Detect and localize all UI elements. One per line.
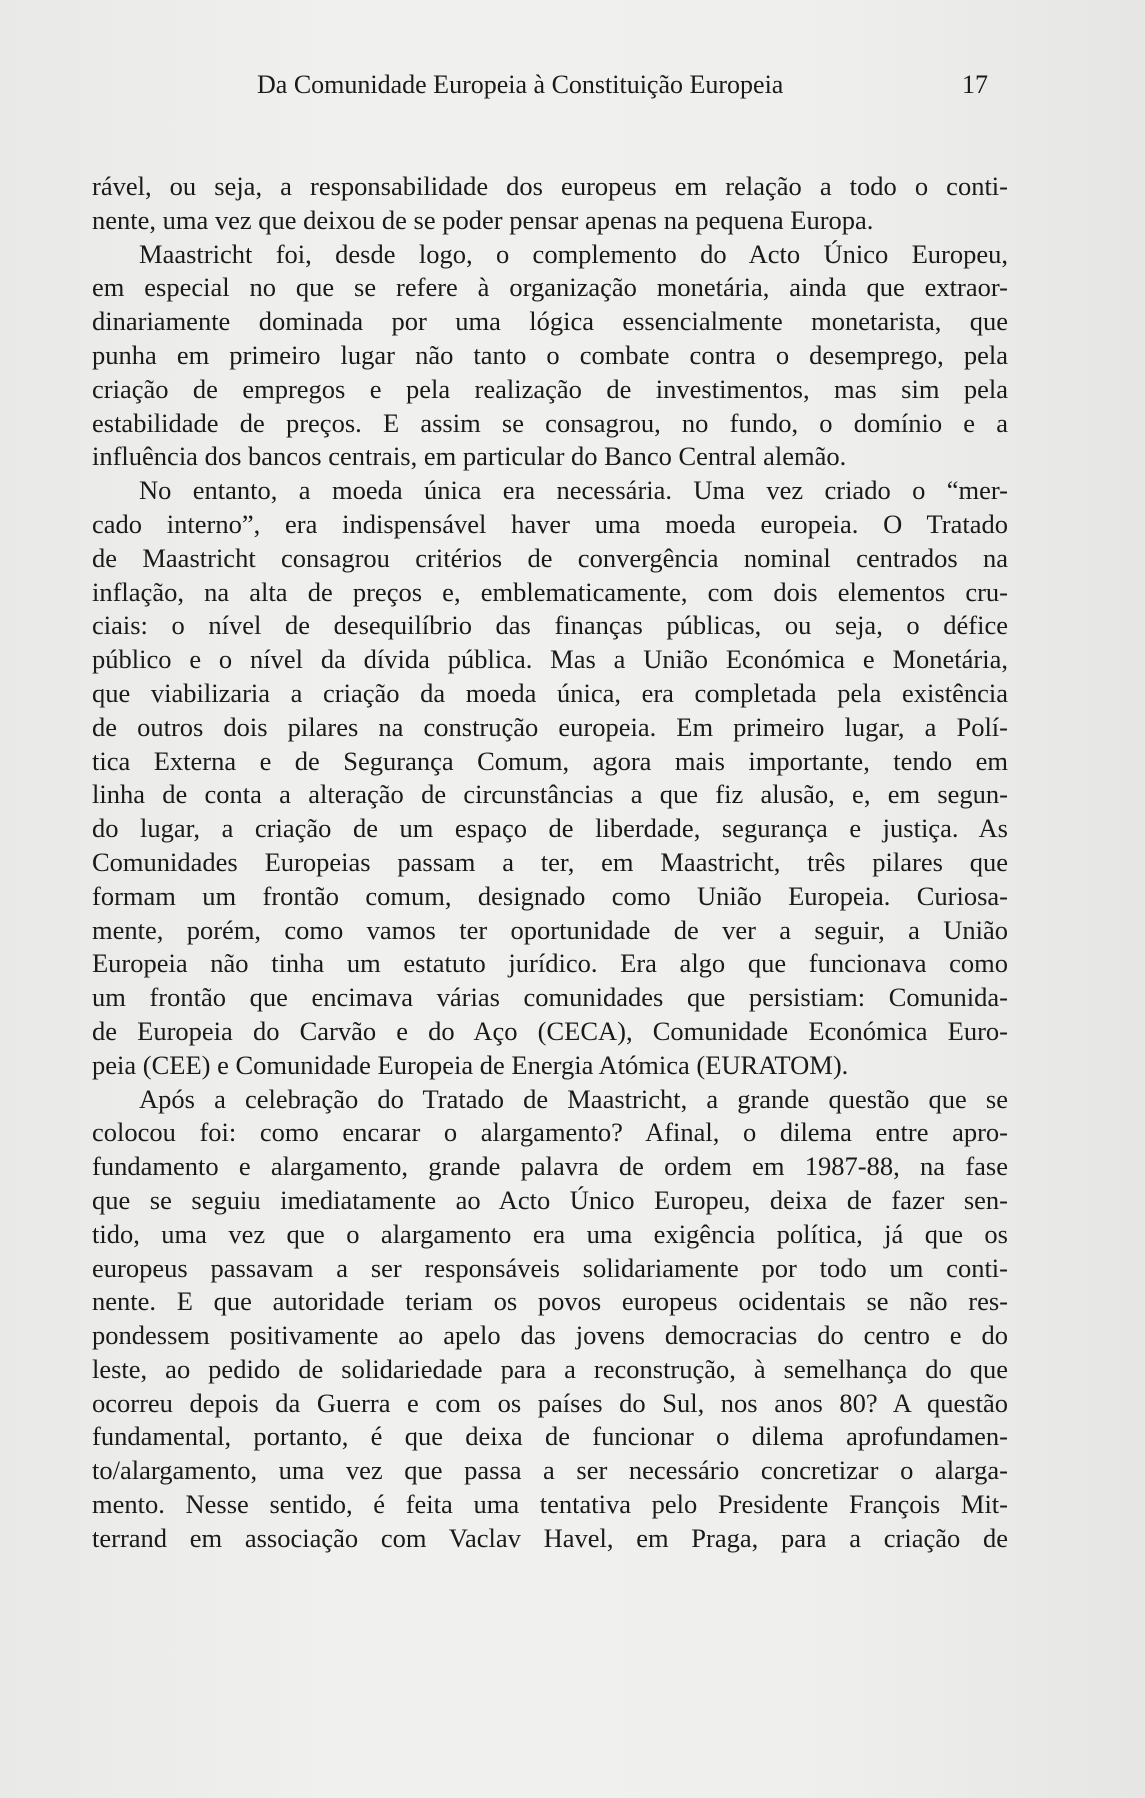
- text-line: peia (CEE) e Comunidade Europeia de Energia Atómica (EURATOM).: [92, 1049, 849, 1080]
- text-line: Comunidades Europeias passam a ter, em Maastricht, três pilares que: [92, 846, 1008, 877]
- text-line: pondessem positivamente ao apelo das jovens democracias do centro e do: [92, 1320, 1008, 1351]
- text-line: nente. E que autoridade teriam os povos europeus ocidentais se não res-: [92, 1286, 1008, 1317]
- text-line: formam um frontão comum, designado como União Europeia. Curiosa-: [92, 880, 1008, 911]
- text-line: mento. Nesse sentido, é feita uma tentativa pelo Presidente François Mit-: [92, 1489, 1008, 1520]
- text-line: de Maastricht consagrou critérios de convergência nominal centrados na: [92, 542, 1008, 573]
- text-line: europeus passavam a ser responsáveis solidariamente por todo um conti-: [92, 1252, 1008, 1283]
- text-line: estabilidade de preços. E assim se consagrou, no fundo, o domínio e a: [92, 407, 1008, 438]
- text-line: influência dos bancos centrais, em particular do Banco Central alemão.: [92, 441, 847, 472]
- page-number: 17: [962, 70, 988, 99]
- text-line: leste, ao pedido de solidariedade para a reconstrução, à semelhança do que: [92, 1353, 1008, 1384]
- text-line: inflação, na alta de preços e, emblematicamente, com dois elementos cru-: [92, 576, 1008, 607]
- text-line: fundamento e alargamento, grande palavra de ordem em 1987-88, na fase: [92, 1151, 1008, 1182]
- text-line: to/alargamento, uma vez que passa a ser necessário concretizar o alarga-: [92, 1455, 1008, 1486]
- text-line: criação de empregos e pela realização de investimentos, mas sim pela: [92, 373, 1008, 404]
- text-line: que se seguiu imediatamente ao Acto Único Europeu, deixa de fazer sen-: [92, 1184, 1008, 1215]
- running-title: Da Comunidade Europeia à Constituição Europeia: [257, 70, 784, 99]
- text-line: em especial no que se refere à organização monetária, ainda que extraor-: [92, 272, 1008, 303]
- text-line: de outros dois pilares na construção europeia. Em primeiro lugar, a Polí-: [92, 711, 1008, 742]
- text-line: de Europeia do Carvão e do Aço (CECA), Comunidade Económica Euro-: [92, 1015, 1008, 1046]
- text-line: mente, porém, como vamos ter oportunidade de ver a seguir, a União: [92, 914, 1008, 945]
- text-line: tido, uma vez que o alargamento era uma exigência política, já que os: [92, 1218, 1008, 1249]
- text-line: punha em primeiro lugar não tanto o combate contra o desemprego, pela: [92, 339, 1008, 370]
- text-line: Após a celebração do Tratado de Maastricht, a grande questão que se: [139, 1083, 1008, 1114]
- text-line: ciais: o nível de desequilíbrio das finanças públicas, ou seja, o défice: [92, 610, 1008, 641]
- text-line: nente, uma vez que deixou de se poder pensar apenas na pequena Europa.: [92, 204, 874, 235]
- text-line: terrand em associação com Vaclav Havel, em Praga, para a criação de: [92, 1522, 1008, 1553]
- text-line: público e o nível da dívida pública. Mas a União Económica e Monetária,: [92, 644, 1008, 675]
- text-line: do lugar, a criação de um espaço de liberdade, segurança e justiça. As: [92, 813, 1008, 844]
- text-line: Maastricht foi, desde logo, o complemento do Acto Único Europeu,: [139, 238, 1008, 269]
- text-line: colocou foi: como encarar o alargamento? Afinal, o dilema entre apro-: [92, 1117, 1008, 1148]
- running-header: [92, 70, 1008, 106]
- text-line: um frontão que encimava várias comunidades que persistiam: Comunida-: [92, 982, 1008, 1013]
- text-line: ocorreu depois da Guerra e com os países do Sul, nos anos 80? A questão: [92, 1387, 1008, 1418]
- text-line: rável, ou seja, a responsabilidade dos europeus em relação a todo o conti-: [92, 171, 1008, 201]
- text-line: que viabilizaria a criação da moeda única, era completada pela existência: [92, 677, 1008, 708]
- text-line: fundamental, portanto, é que deixa de funcionar o dilema aprofundamen-: [92, 1421, 1008, 1452]
- text-line: linha de conta a alteração de circunstâncias a que fiz alusão, e, em segun-: [92, 779, 1008, 810]
- text-line: tica Externa e de Segurança Comum, agora mais importante, tendo em: [92, 745, 1008, 776]
- body-text: [92, 170, 1008, 1556]
- text-line: dinariamente dominada por uma lógica essencialmente monetarista, que: [92, 306, 1008, 337]
- text-line: Europeia não tinha um estatuto jurídico. Era algo que funcionava como: [92, 948, 1008, 979]
- text-line: cado interno”, era indispensável haver uma moeda europeia. O Tratado: [92, 508, 1008, 539]
- text-line: No entanto, a moeda única era necessária. Uma vez criado o “mer-: [139, 475, 1008, 506]
